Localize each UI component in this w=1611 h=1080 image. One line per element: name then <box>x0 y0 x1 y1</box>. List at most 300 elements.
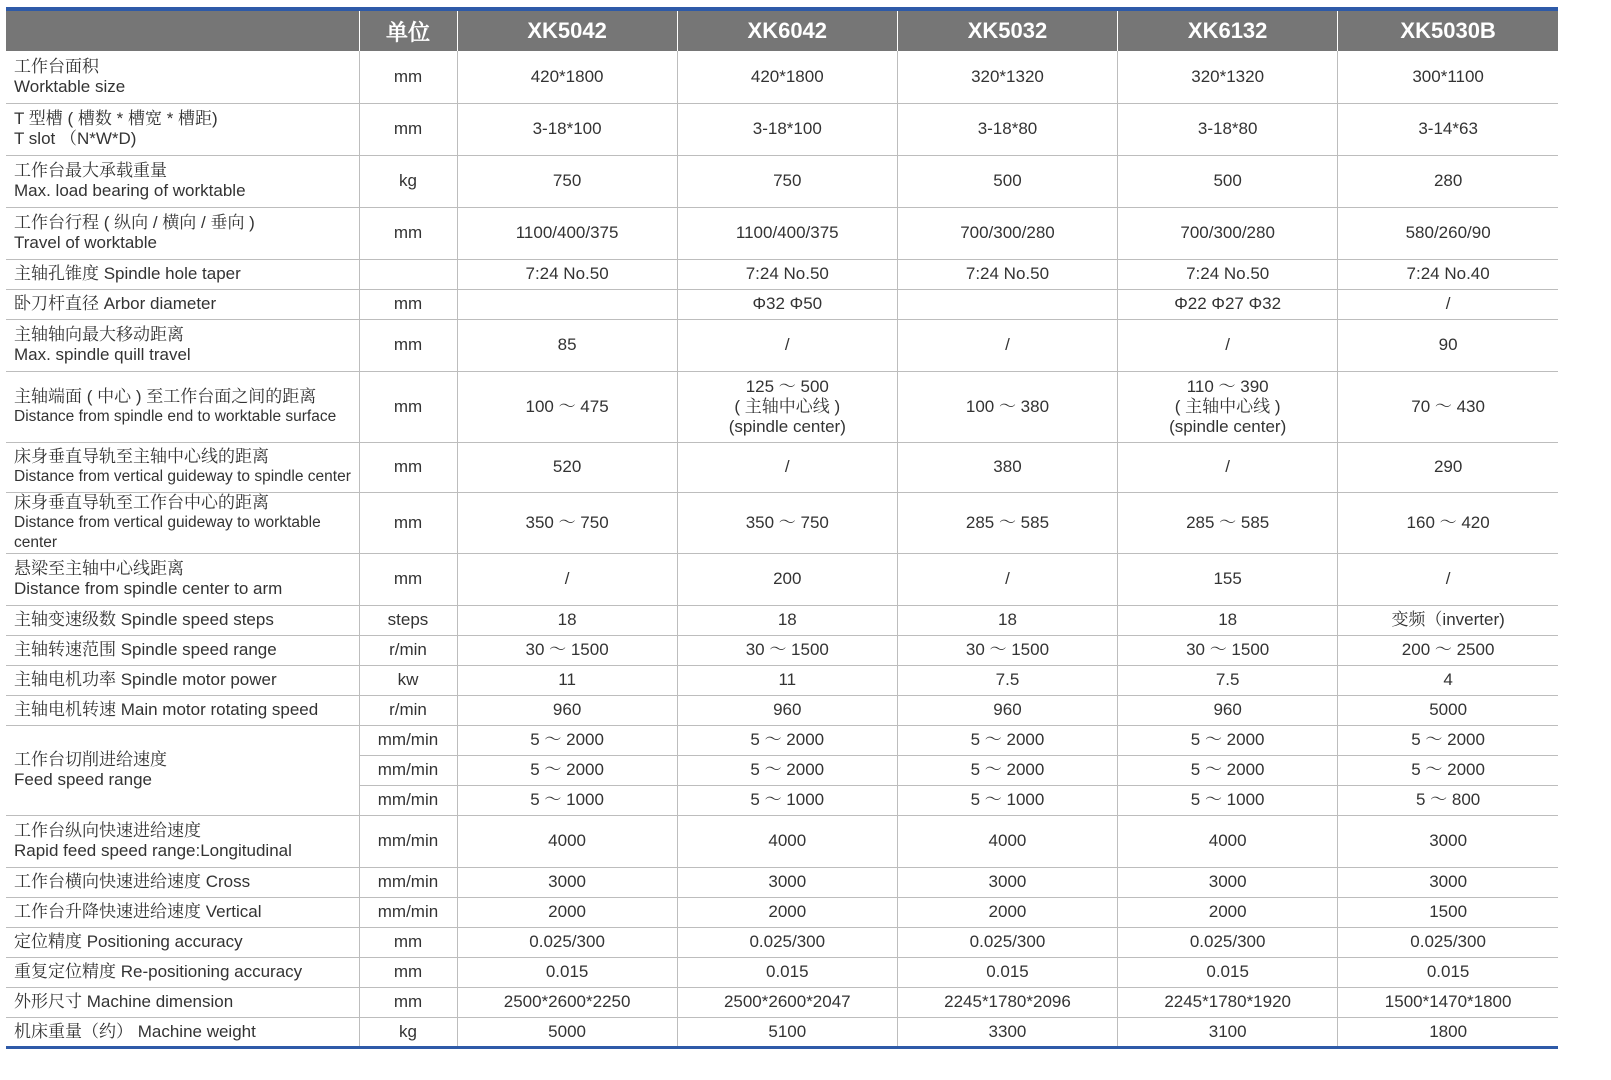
cell-text-line: 2500*2600*2250 <box>503 992 631 1011</box>
value-cell <box>677 319 897 371</box>
cell-text-line: 7.5 <box>995 670 1020 689</box>
value-cell <box>1118 635 1338 665</box>
value-cell <box>457 605 677 635</box>
param-label <box>6 695 359 725</box>
cell-text-line: 3-18*80 <box>1197 119 1258 138</box>
value-cell <box>1338 1017 1558 1047</box>
value-cell <box>897 259 1117 289</box>
param-label <box>6 1017 359 1047</box>
cell-text-line: 2000 <box>548 902 586 921</box>
cell-text-line: 18 <box>557 610 577 629</box>
value-cell <box>1338 867 1558 897</box>
param-label <box>6 987 359 1017</box>
value-cell <box>457 927 677 957</box>
cell-text-line: 0.015 <box>986 962 1029 981</box>
cell-text-line: 70 ～ 430 <box>1411 396 1485 416</box>
cell-text-line: 320*1320 <box>971 66 1044 86</box>
cell-text-line: 3000 <box>1429 831 1468 850</box>
value-cell <box>1118 987 1338 1017</box>
cell-text-line: / <box>1225 335 1231 354</box>
cell-text-line: Distance from spindle end to worktable surface <box>14 407 337 425</box>
value-cell <box>1118 103 1338 155</box>
cell-text-line: / <box>784 457 790 476</box>
value-cell <box>897 635 1117 665</box>
table-row <box>6 665 1558 695</box>
table-row <box>6 553 1558 605</box>
param-label <box>6 815 359 867</box>
cell-text-line: 3000 <box>1429 872 1468 891</box>
cell-text-line: 200 <box>773 569 802 588</box>
unit-cell: mm/min <box>359 725 457 755</box>
cell-text-line: Φ22 Φ27 Φ32 <box>1174 294 1282 313</box>
cell-text-line: 125 ～ 500 <box>745 376 829 396</box>
param-label <box>6 927 359 957</box>
cell-text-line: 700/300/280 <box>960 223 1055 242</box>
cell-text-line: 0.015 <box>545 962 589 981</box>
cell-text-line: 3-14*63 <box>1418 119 1478 138</box>
table-row <box>6 815 1558 867</box>
cell-text-line: 1100/400/375 <box>515 223 619 242</box>
cell-text-line: 155 <box>1213 569 1242 588</box>
cell-text-line: 85 <box>557 335 577 354</box>
value-cell <box>1118 319 1338 371</box>
value-cell <box>1118 695 1338 725</box>
cell-text-line: / <box>1005 335 1010 354</box>
value-cell <box>897 442 1117 492</box>
cell-text-line: 110 ～ 390 <box>1186 376 1269 396</box>
cell-text-line: 变频（inverter) <box>1391 610 1505 629</box>
cell-text-line: 4000 <box>548 831 586 850</box>
unit-cell: mm/min <box>359 755 457 785</box>
value-cell <box>677 371 897 442</box>
cell-text-line: 工作台面积 <box>14 56 99 76</box>
cell-text-line: (spindle center) <box>728 416 846 436</box>
cell-text-line: 7.5 <box>1215 670 1240 689</box>
value-cell <box>677 207 897 259</box>
cell-text-line: 960 <box>773 700 802 719</box>
cell-text-line: 18 <box>998 610 1017 629</box>
cell-text-line: 30 ～ 1500 <box>965 640 1050 659</box>
value-cell <box>1338 289 1558 319</box>
value-cell <box>1338 207 1558 259</box>
value-cell <box>457 492 677 553</box>
unit-cell: mm <box>359 207 457 259</box>
cell-text-line: 工作台行程 ( 纵向 / 横向 / 垂向 ) <box>14 213 255 232</box>
value-cell <box>457 957 677 987</box>
value-cell <box>457 103 677 155</box>
cell-text-line: 960 <box>552 700 582 719</box>
cell-text-line: 5000 <box>1429 700 1468 719</box>
unit-cell: mm <box>359 492 457 553</box>
cell-text-line: Max. spindle quill travel <box>14 345 191 364</box>
table-row <box>6 207 1558 259</box>
cell-text-line: 380 <box>993 457 1022 476</box>
value-cell <box>897 1017 1117 1047</box>
value-cell <box>677 897 897 927</box>
unit-cell: mm <box>359 289 457 319</box>
value-cell <box>1118 815 1338 867</box>
unit-cell: mm <box>359 927 457 957</box>
header-param <box>6 11 359 51</box>
cell-text-line: 500 <box>1213 171 1242 190</box>
cell-text-line: 3300 <box>988 1021 1027 1041</box>
cell-text-line: / <box>1005 569 1010 588</box>
value-cell <box>897 957 1117 987</box>
cell-text-line: Φ32 Φ50 <box>752 294 823 313</box>
cell-text-line: 5000 <box>548 1021 586 1041</box>
value-cell <box>677 442 897 492</box>
table-row <box>6 725 1558 755</box>
table-row <box>6 927 1558 957</box>
cell-text-line: 0.015 <box>766 962 809 981</box>
cell-text-line: / <box>1225 457 1231 476</box>
value-cell <box>677 987 897 1017</box>
value-cell: 5 ～ 1000 <box>897 785 1117 815</box>
value-cell <box>1118 492 1338 553</box>
param-label <box>6 605 359 635</box>
cell-text-line: 主轴轴向最大移动距离 <box>14 325 184 344</box>
value-cell <box>897 665 1117 695</box>
cell-text-line: 160 ～ 420 <box>1406 512 1490 532</box>
value-cell <box>677 867 897 897</box>
cell-text-line: 3000 <box>768 872 807 891</box>
value-cell <box>1338 442 1558 492</box>
cell-text-line: 500 <box>993 171 1022 190</box>
table-row <box>6 442 1558 492</box>
value-cell <box>1338 259 1558 289</box>
unit-cell: kg <box>359 155 457 207</box>
unit-cell: mm <box>359 51 457 103</box>
cell-text-line: 3-18*100 <box>532 119 602 138</box>
cell-text-line: (spindle center) <box>1169 416 1287 436</box>
cell-text-line: 0.025/300 <box>969 932 1046 951</box>
value-cell <box>677 289 897 319</box>
cell-text-line: 卧刀杆直径 Arbor diameter <box>14 294 217 313</box>
value-cell <box>677 927 897 957</box>
spec-table <box>6 11 1558 1049</box>
cell-text-line: 1100/400/375 <box>735 223 839 242</box>
cell-text-line: 5100 <box>768 1021 807 1041</box>
table-row <box>6 987 1558 1017</box>
value-cell: 5 ～ 2000 <box>1118 725 1338 755</box>
unit-cell: steps <box>359 605 457 635</box>
param-label <box>6 442 359 492</box>
table-row <box>6 957 1558 987</box>
cell-text-line: 1800 <box>1429 1021 1468 1041</box>
cell-text-line: 750 <box>773 171 802 190</box>
param-label <box>6 897 359 927</box>
value-cell <box>457 319 677 371</box>
unit-cell: mm <box>359 957 457 987</box>
table-row <box>6 897 1558 927</box>
cell-text-line: 重复定位精度 Re-positioning accuracy <box>14 962 303 981</box>
unit-cell: mm/min <box>359 815 457 867</box>
cell-text-line: 30 ～ 1500 <box>525 640 609 659</box>
value-cell <box>1118 289 1338 319</box>
value-cell <box>677 103 897 155</box>
cell-text-line: 0.025/300 <box>749 932 826 951</box>
unit-cell <box>359 259 457 289</box>
unit-cell: mm <box>359 319 457 371</box>
value-cell <box>897 319 1117 371</box>
table-row <box>6 695 1558 725</box>
value-cell: 5 ～ 2000 <box>1338 725 1558 755</box>
value-cell <box>897 207 1117 259</box>
value-cell <box>677 815 897 867</box>
value-cell <box>1338 103 1558 155</box>
value-cell <box>1338 155 1558 207</box>
value-cell: 5 ～ 800 <box>1338 785 1558 815</box>
unit-cell: mm <box>359 553 457 605</box>
cell-text-line: 主轴端面 ( 中心 ) 至工作台面之间的距离 <box>14 386 317 406</box>
cell-text-line: 床身垂直导轨至工作台中心的距离 <box>14 492 269 512</box>
cell-text-line: 350 ～ 750 <box>745 512 829 532</box>
value-cell <box>457 259 677 289</box>
value-cell <box>1118 371 1338 442</box>
value-cell <box>457 371 677 442</box>
cell-text-line: 18 <box>777 610 797 629</box>
value-cell <box>457 207 677 259</box>
header-model: XK5032 <box>897 11 1117 51</box>
cell-text-line: 0.025/300 <box>1189 932 1266 951</box>
value-cell <box>897 695 1117 725</box>
value-cell <box>897 815 1117 867</box>
value-cell <box>677 695 897 725</box>
value-cell <box>897 289 1117 319</box>
table-row <box>6 371 1558 442</box>
cell-text-line: 30 ～ 1500 <box>1186 640 1270 659</box>
value-cell: 5 ～ 2000 <box>457 725 677 755</box>
value-cell <box>677 553 897 605</box>
value-cell: 5 ～ 2000 <box>457 755 677 785</box>
table-row <box>6 103 1558 155</box>
param-label <box>6 957 359 987</box>
value-cell <box>677 957 897 987</box>
value-cell <box>457 815 677 867</box>
cell-text-line: 4000 <box>1208 831 1247 850</box>
cell-text-line: 7:24 No.50 <box>745 264 829 283</box>
value-cell <box>677 665 897 695</box>
value-cell <box>457 635 677 665</box>
value-cell <box>1338 319 1558 371</box>
cell-text-line: 90 <box>1438 335 1458 354</box>
param-label <box>6 725 359 815</box>
cell-text-line: Worktable size <box>14 76 126 96</box>
cell-text-line: 悬梁至主轴中心线距离 <box>14 559 184 578</box>
value-cell <box>457 51 677 103</box>
cell-text-line: 320*1320 <box>1191 66 1265 86</box>
value-cell <box>457 553 677 605</box>
value-cell <box>457 897 677 927</box>
cell-text-line: 工作台最大承载重量 <box>14 161 167 180</box>
cell-text-line: 3000 <box>988 872 1027 891</box>
cell-text-line: 主轴电机功率 Spindle motor power <box>14 670 277 689</box>
cell-text-line: 4000 <box>988 831 1027 850</box>
cell-text-line: Distance from vertical guideway to spindle center <box>14 468 351 485</box>
cell-text-line: 7:24 No.40 <box>1406 264 1490 283</box>
value-cell <box>897 897 1117 927</box>
value-cell <box>1118 1017 1338 1047</box>
cell-text-line: 工作台切削进给速度 <box>14 750 167 769</box>
cell-text-line: 2000 <box>1208 902 1247 921</box>
cell-text-line: 290 <box>1433 457 1463 476</box>
cell-text-line: 1500*1470*1800 <box>1384 992 1512 1011</box>
header-model: XK6042 <box>677 11 897 51</box>
table-row <box>6 51 1558 103</box>
param-label <box>6 155 359 207</box>
value-cell <box>1118 665 1338 695</box>
cell-text-line: 3-18*100 <box>752 119 822 138</box>
param-label <box>6 635 359 665</box>
unit-cell: mm <box>359 987 457 1017</box>
cell-text-line: / <box>784 335 790 354</box>
cell-text-line: 4 <box>1443 670 1453 689</box>
cell-text-line: 100 ～ 380 <box>965 396 1050 416</box>
cell-text-line: 主轴电机转速 Main motor rotating speed <box>14 700 319 719</box>
table-row <box>6 867 1558 897</box>
cell-text-line: T 型槽 ( 槽数 * 槽宽 * 槽距) <box>14 109 218 128</box>
value-cell <box>677 492 897 553</box>
cell-text-line: 1500 <box>1429 902 1468 921</box>
param-label <box>6 665 359 695</box>
cell-text-line: 700/300/280 <box>1180 223 1275 242</box>
table-row <box>6 605 1558 635</box>
value-cell <box>1338 695 1558 725</box>
cell-text-line: 960 <box>993 700 1022 719</box>
cell-text-line: 0.025/300 <box>1410 932 1486 951</box>
cell-text-line: 0.015 <box>1426 962 1470 981</box>
param-label <box>6 51 359 103</box>
value-cell <box>1338 553 1558 605</box>
cell-text-line: 定位精度 Positioning accuracy <box>14 932 243 951</box>
value-cell <box>677 155 897 207</box>
table-row <box>6 1017 1558 1047</box>
cell-text-line: 420*1800 <box>530 66 604 86</box>
unit-cell: r/min <box>359 635 457 665</box>
param-label <box>6 867 359 897</box>
value-cell: 5 ～ 1000 <box>1118 785 1338 815</box>
value-cell <box>1118 927 1338 957</box>
cell-text-line: 3000 <box>548 872 586 891</box>
header-model: XK6132 <box>1118 11 1338 51</box>
cell-text-line: 床身垂直导轨至主轴中心线的距离 <box>14 447 269 466</box>
cell-text-line: 3-18*80 <box>977 119 1038 138</box>
value-cell <box>897 987 1117 1017</box>
cell-text-line: / <box>564 569 570 588</box>
cell-text-line: Max. load bearing of worktable <box>14 181 246 200</box>
value-cell <box>677 635 897 665</box>
value-cell <box>457 155 677 207</box>
cell-text-line: 工作台升降快速进给速度 Vertical <box>14 902 262 921</box>
unit-cell: mm/min <box>359 785 457 815</box>
value-cell <box>457 665 677 695</box>
value-cell <box>457 987 677 1017</box>
value-cell <box>677 605 897 635</box>
table-row <box>6 259 1558 289</box>
spec-table-container <box>6 7 1558 1049</box>
cell-text-line: 420*1800 <box>750 66 824 86</box>
value-cell <box>1338 897 1558 927</box>
value-cell <box>457 695 677 725</box>
param-label <box>6 259 359 289</box>
table-row <box>6 635 1558 665</box>
value-cell <box>1338 665 1558 695</box>
value-cell <box>677 259 897 289</box>
unit-cell: mm/min <box>359 867 457 897</box>
value-cell <box>1118 553 1338 605</box>
value-cell <box>457 442 677 492</box>
cell-text-line: 580/260/90 <box>1405 223 1491 242</box>
cell-text-line: 主轴孔锥度 Spindle hole taper <box>14 264 241 283</box>
cell-text-line: 750 <box>552 171 582 190</box>
table-row <box>6 319 1558 371</box>
value-cell <box>1118 605 1338 635</box>
unit-cell: mm/min <box>359 897 457 927</box>
value-cell <box>897 371 1117 442</box>
value-cell <box>1338 957 1558 987</box>
cell-text-line: 工作台横向快速进给速度 Cross <box>14 872 251 891</box>
value-cell <box>1118 442 1338 492</box>
cell-text-line: 工作台纵向快速进给速度 <box>14 821 201 840</box>
cell-text-line: 0.015 <box>1206 962 1249 981</box>
cell-text-line: 0.025/300 <box>529 932 605 951</box>
table-row <box>6 155 1558 207</box>
cell-text-line: 520 <box>552 457 582 476</box>
cell-text-line: 4000 <box>768 831 807 850</box>
cell-text-line: 外形尺寸 Machine dimension <box>14 992 234 1011</box>
unit-cell: mm <box>359 371 457 442</box>
value-cell: 5 ～ 2000 <box>897 725 1117 755</box>
cell-text-line: 100 ～ 475 <box>525 396 609 416</box>
value-cell <box>457 289 677 319</box>
cell-text-line: 30 ～ 1500 <box>745 640 829 659</box>
cell-text-line: ( 主轴中心线 ) <box>734 396 841 416</box>
value-cell <box>1338 371 1558 442</box>
cell-text-line: 350 ～ 750 <box>525 512 609 532</box>
cell-text-line: Feed speed range <box>14 770 152 789</box>
cell-text-line: 2245*1780*1920 <box>1164 992 1291 1011</box>
value-cell <box>1338 51 1558 103</box>
cell-text-line: 7:24 No.50 <box>965 264 1050 283</box>
cell-text-line: 2000 <box>988 902 1027 921</box>
value-cell: 5 ～ 1000 <box>457 785 677 815</box>
cell-text-line: T slot （N*W*D) <box>14 129 137 148</box>
value-cell <box>897 867 1117 897</box>
value-cell <box>677 1017 897 1047</box>
param-label <box>6 553 359 605</box>
cell-text-line: 280 <box>1433 171 1463 190</box>
cell-text-line: / <box>1445 294 1451 313</box>
value-cell <box>897 103 1117 155</box>
value-cell <box>1338 635 1558 665</box>
param-label <box>6 319 359 371</box>
value-cell: 5 ～ 2000 <box>1118 755 1338 785</box>
cell-text-line: 7:24 No.50 <box>525 264 609 283</box>
table-row <box>6 492 1558 553</box>
value-cell <box>1118 207 1338 259</box>
value-cell: 5 ～ 2000 <box>677 725 897 755</box>
value-cell <box>677 51 897 103</box>
param-label <box>6 492 359 553</box>
value-cell: 5 ～ 2000 <box>1338 755 1558 785</box>
value-cell <box>1118 155 1338 207</box>
cell-text-line: 11 <box>558 670 576 689</box>
cell-text-line: 300*1100 <box>1412 66 1484 86</box>
value-cell <box>1118 957 1338 987</box>
cell-text-line: 3100 <box>1208 1021 1247 1041</box>
cell-text-line: 主轴变速级数 Spindle speed steps <box>14 610 274 629</box>
cell-text-line: 2500*2600*2047 <box>723 992 851 1011</box>
